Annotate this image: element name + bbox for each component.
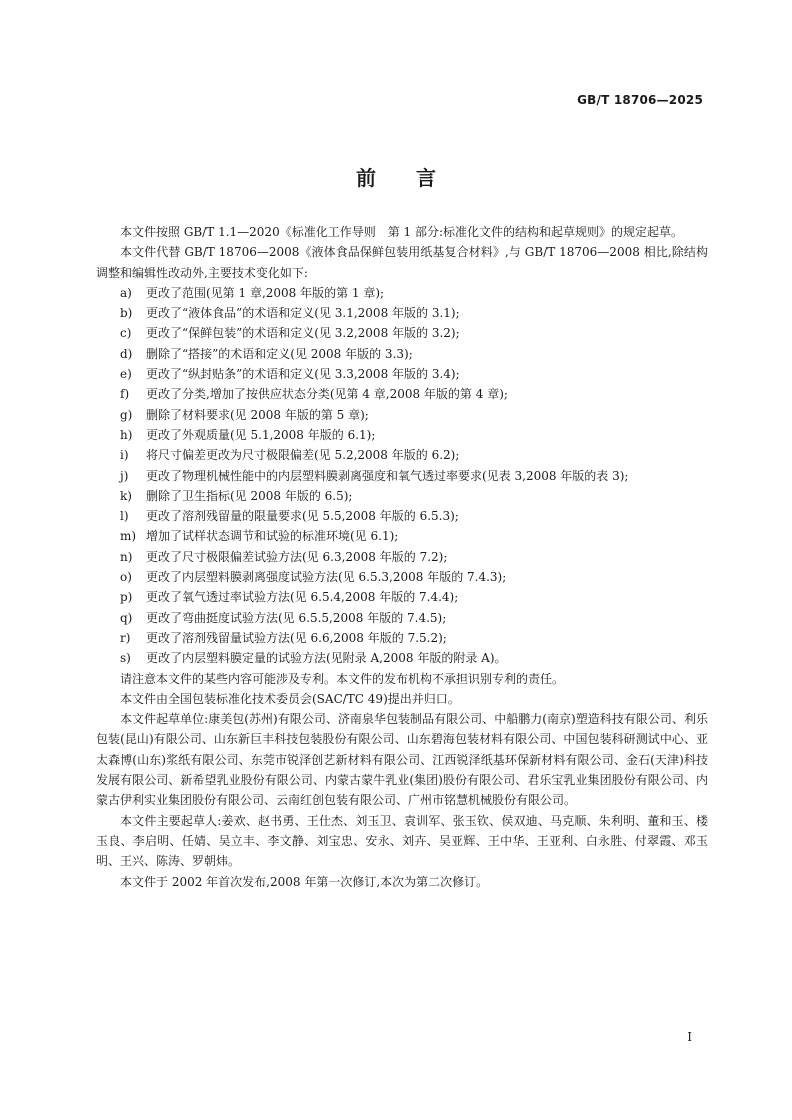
list-item-label: e) xyxy=(120,367,132,382)
drafting-units-paragraph: 本文件起草单位:康美包(苏州)有限公司、济南泉华包装制品有限公司、中船鹏力(南京)塑造科技有限公司、利乐包装(昆山)有限公司、山东新巨丰科技包装股份有限公司、山东碧海包装材料有限公司、中国包装科研测试中心、亚太森博(山东)浆纸有限公司、东莞市锐泽创艺新材料有限公司、江西锐泽纸基环保新材料有限公司、金石(天津)科技发展有限公司、新希望乳业股份有限公司、内蒙古蒙牛乳业(集团)股份有限公司、君乐宝乳业集团股份有限公司、内蒙古伊利实业集团股份有限公司、云南红创包装有限公司、广州市铭慧机械股份有限公司。 xyxy=(96,712,708,808)
list-item-text: 删除了材料要求(见 2008 年版的第 5 章); xyxy=(146,407,369,422)
list-item-label: q) xyxy=(120,610,133,625)
list-item-label: a) xyxy=(120,285,132,300)
list-item-label: p) xyxy=(120,590,133,605)
list-item xyxy=(96,405,708,425)
list-item xyxy=(96,587,708,607)
title-char-1: 前 xyxy=(356,166,376,190)
history-paragraph: 本文件于 2002 年首次发布,2008 年第一次修订,本次为第二次修订。 xyxy=(120,874,489,889)
list-item xyxy=(96,547,708,567)
list-item xyxy=(96,323,708,343)
list-item-text: 增加了试样状态调节和试验的标准环境(见 6.1); xyxy=(146,529,399,544)
list-item-label: i) xyxy=(120,448,129,463)
standard-number: GB/T 18706—2025 xyxy=(577,93,703,107)
list-item xyxy=(96,425,708,445)
list-item xyxy=(96,445,708,465)
list-item-text: 更改了尺寸极限偏差试验方法(见 6.3,2008 年版的 7.2); xyxy=(146,549,448,564)
list-item xyxy=(96,648,708,668)
list-item-text: 更改了分类,增加了按供应状态分类(见第 4 章,2008 年版的第 4 章); xyxy=(146,387,508,402)
list-item-label: s) xyxy=(120,651,131,666)
list-item-label: r) xyxy=(120,630,131,645)
list-item-label: h) xyxy=(120,427,133,442)
list-item-text: 将尺寸偏差更改为尺寸极限偏差(见 5.2,2008 年版的 6.2); xyxy=(146,448,460,463)
list-item xyxy=(96,526,708,546)
list-item xyxy=(96,344,708,364)
list-item-text: 更改了溶剂残留量试验方法(见 6.6,2008 年版的 7.5.2); xyxy=(146,630,447,645)
list-item xyxy=(96,466,708,486)
list-item-label: l) xyxy=(120,509,129,524)
list-item-label: g) xyxy=(120,407,133,422)
list-item-label: f) xyxy=(120,387,130,402)
list-item-text: 更改了外观质量(见 5.1,2008 年版的 6.1); xyxy=(146,427,376,442)
patent-notice-paragraph: 请注意本文件的某些内容可能涉及专利。本文件的发布机构不承担识别专利的责任。 xyxy=(120,671,565,686)
changes-list xyxy=(96,283,708,669)
list-item-label: o) xyxy=(120,570,132,585)
list-item xyxy=(96,303,708,323)
list-item xyxy=(96,567,708,587)
list-item-text: 删除了卫生指标(见 2008 年版的 6.5); xyxy=(146,488,353,503)
list-item xyxy=(96,486,708,506)
list-item xyxy=(96,506,708,526)
list-item-text: 更改了溶剂残留量的限量要求(见 5.5,2008 年版的 6.5.3); xyxy=(146,509,459,524)
list-item xyxy=(96,608,708,628)
list-item-label: m) xyxy=(120,529,137,544)
list-item-label: d) xyxy=(120,346,133,361)
list-item-label: c) xyxy=(120,326,132,341)
page-number: I xyxy=(687,1030,692,1044)
intro-paragraph-2: 本文件代替 GB/T 18706—2008《液体食品保鲜包装用纸基复合材料》,与 GB/T 18706—2008 相比,除结构调整和编辑性改动外,主要技术变化如下: xyxy=(96,245,708,280)
list-item-label: j) xyxy=(120,468,129,483)
list-item-text: 更改了“保鲜包装”的术语和定义(见 3.2,2008 年版的 3.2); xyxy=(146,326,460,341)
list-item-label: n) xyxy=(120,549,133,564)
list-item-label: k) xyxy=(120,488,132,503)
document-body xyxy=(96,222,708,892)
list-item-text: 更改了氧气透过率试验方法(见 6.5.4,2008 年版的 7.4.4); xyxy=(146,590,459,605)
list-item-text: 更改了范围(见第 1 章,2008 年版的第 1 章); xyxy=(146,285,385,300)
list-item-text: 删除了“搭接”的术语和定义(见 2008 年版的 3.3); xyxy=(146,346,413,361)
title-char-2: 言 xyxy=(416,166,436,190)
drafters-paragraph: 本文件主要起草人:姜欢、赵书勇、王仕杰、刘玉卫、袁训军、张玉钦、侯双迪、马克顺、朱利明、董和玉、楼玉良、李启明、任婧、吴立丰、李文静、刘宝忠、安永、刘卉、吴亚辉、王中华、王亚利、白永胜、付翠霞、邓玉明、王兴、陈涛、罗朝炜。 xyxy=(96,813,708,869)
list-item-text: 更改了“液体食品”的术语和定义(见 3.1,2008 年版的 3.1); xyxy=(146,306,460,321)
list-item-label: b) xyxy=(120,306,133,321)
list-item-text: 更改了弯曲挺度试验方法(见 6.5.5,2008 年版的 7.4.5); xyxy=(146,610,447,625)
list-item xyxy=(96,384,708,404)
list-item-text: 更改了内层塑料膜剥离强度试验方法(见 6.5.3,2008 年版的 7.4.3); xyxy=(146,570,507,585)
committee-paragraph: 本文件由全国包装标准化技术委员会(SAC/TC 49)提出并归口。 xyxy=(120,691,460,706)
page-title xyxy=(0,162,792,191)
list-item-text: 更改了内层塑料膜定量的试验方法(见附录 A,2008 年版的附录 A)。 xyxy=(146,651,507,666)
list-item-text: 更改了“纵封贴条”的术语和定义(见 3.3,2008 年版的 3.4); xyxy=(146,367,460,382)
intro-paragraph-1: 本文件按照 GB/T 1.1—2020《标准化工作导则 第 1 部分:标准化文件的结构和起草规则》的规定起草。 xyxy=(120,225,684,239)
list-item xyxy=(96,283,708,303)
list-item xyxy=(96,628,708,648)
list-item xyxy=(96,364,708,384)
list-item-text: 更改了物理机械性能中的内层塑料膜剥离强度和氧气透过率要求(见表 3,2008 年版的表 3); xyxy=(146,468,629,483)
